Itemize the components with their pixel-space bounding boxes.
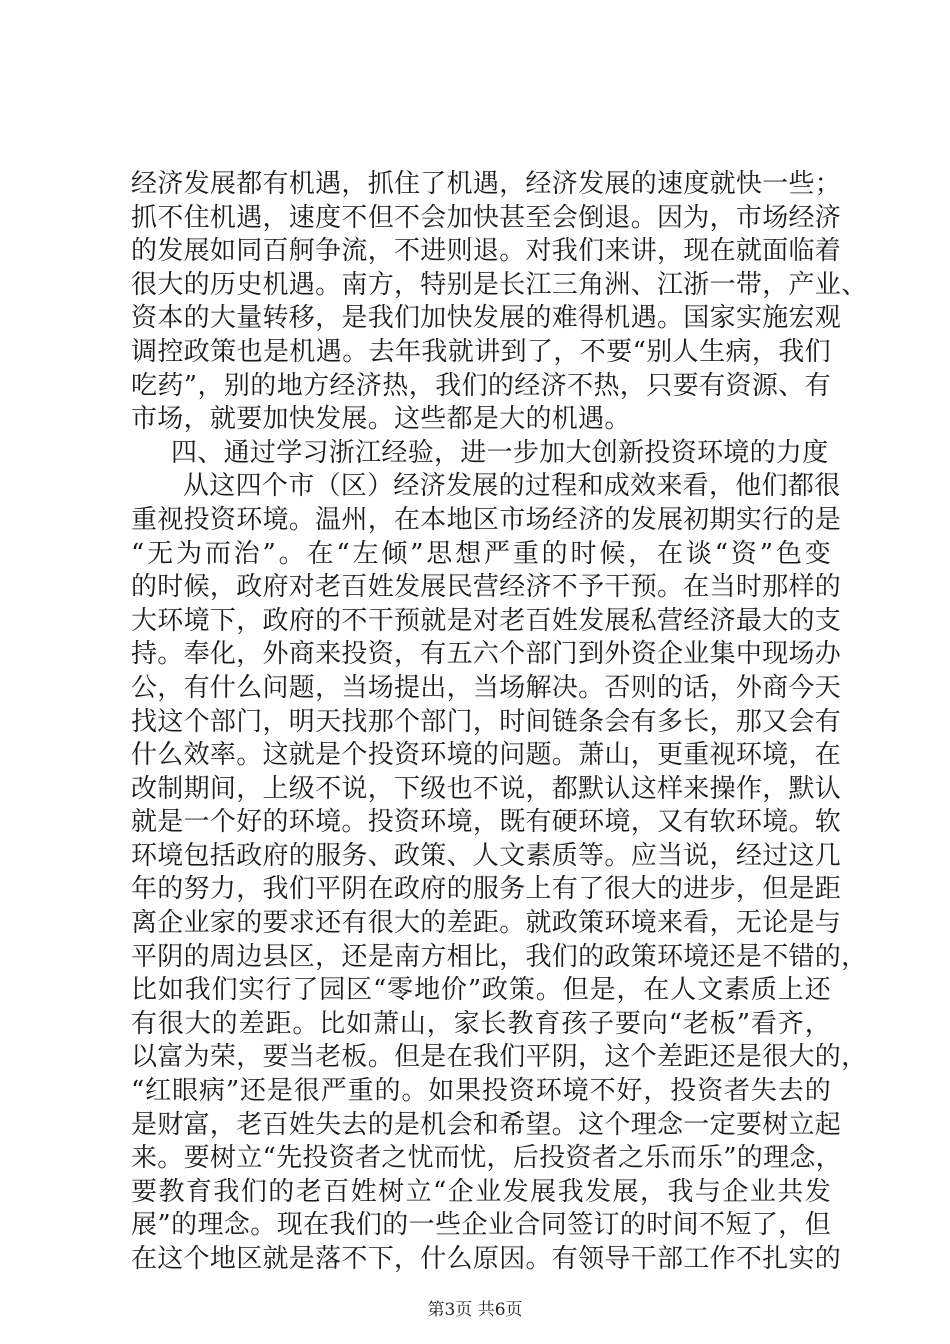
paragraph-first-line: 从这四个市（区）经济发展的过程和成效来看，他们都很 (183, 471, 841, 502)
text-line: 是财富，老百姓失去的是机会和希望。这个理念一定要树立起 (131, 1109, 842, 1140)
text-line: 展”的理念。现在我们的一些企业合同签订的时间不短了，但 (131, 1210, 831, 1241)
text-line: 在这个地区就是落不下，什么原因。有领导干部工作不扎实的 (131, 1244, 842, 1274)
text-line: 持。奉化，外商来投资，有五六个部门到外资企业集中现场办 (131, 639, 842, 670)
text-line: 调控政策也是机遇。去年我就讲到了，不要“别人生病，我们 (131, 336, 831, 367)
text-line: 抓不住机遇，速度不但不会加快甚至会倒退。因为，市场经济 (131, 202, 842, 233)
text-line: 市场，就要加快发展。这些都是大的机遇。 (131, 404, 631, 435)
text-line: 平阴的周边县区，还是南方相比，我们的政策环境还是不错的， (131, 941, 868, 972)
text-line: 找这个部门，明天找那个部门，时间链条会有多长，那又会有 (131, 706, 842, 737)
text-line: 环境包括政府的服务、政策、人文素质等。应当说，经过这几 (131, 840, 842, 871)
document-body (131, 168, 868, 1277)
text-line: 公，有什么问题，当场提出，当场解决。否则的话，外商今天 (131, 672, 842, 703)
section-heading: 四、通过学习浙江经验，进一步加大创新投资环境的力度 (171, 437, 829, 468)
text-line: 很大的历史机遇。南方，特别是长江三角洲、江浙一带，产业、 (131, 269, 868, 300)
text-line: 要教育我们的老百姓树立“企业发展我发展，我与企业共发 (131, 1176, 831, 1207)
text-line: 比如我们实行了园区“零地价”政策。但是，在人文素质上还 (131, 975, 831, 1006)
text-line: 什么效率。这就是个投资环境的问题。萧山，更重视环境，在 (131, 740, 842, 771)
text-line: “红眼病”还是很严重的。如果投资环境不好，投资者失去的 (131, 1076, 831, 1107)
text-line: 改制期间，上级不说，下级也不说，都默认这样来操作，默认 (131, 773, 842, 804)
text-line: 年的努力，我们平阴在政府的服务上有了很大的进步，但是距 (131, 874, 842, 905)
text-line: 就是一个好的环境。投资环境，既有硬环境，又有软环境。软 (131, 807, 842, 838)
text-line: 吃药”，别的地方经济热，我们的经济不热，只要有资源、有 (131, 370, 831, 401)
text-line: 的发展如同百舸争流，不进则退。对我们来讲，现在就面临着 (131, 236, 842, 267)
text-line: 有很大的差距。比如萧山，家长教育孩子要向“老板”看齐， (131, 1008, 831, 1039)
text-line: 经济发展都有机遇，抓住了机遇，经济发展的速度就快一些； (131, 169, 842, 199)
text-line: 重视投资环境。温州，在本地区市场经济的发展初期实行的是 (131, 504, 842, 535)
text-line: 的时候，政府对老百姓发展民营经济不予干预。在当时那样的 (131, 572, 842, 603)
text-line: “无为而治”。在“左倾”思想严重的时候，在谈“资”色变 (131, 538, 831, 569)
page-number-footer: 第3页 共6页 (427, 1300, 523, 1320)
text-line: 资本的大量转移，是我们加快发展的难得机遇。国家实施宏观 (131, 303, 842, 334)
text-line: 大环境下，政府的不干预就是对老百姓发展私营经济最大的支 (131, 605, 842, 636)
text-line: 以富为荣，要当老板。但是在我们平阴，这个差距还是很大的， (131, 1042, 868, 1073)
text-line: 离企业家的要求还有很大的差距。就政策环境来看，无论是与 (131, 908, 842, 939)
text-line: 来。要树立“先投资者之忧而忧，后投资者之乐而乐”的理念， (131, 1143, 842, 1174)
